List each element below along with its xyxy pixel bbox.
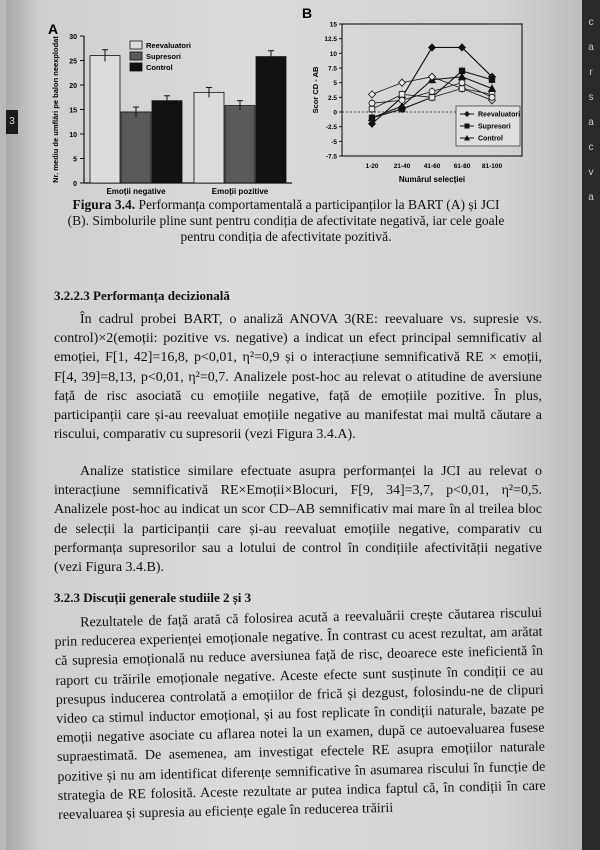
adjacent-page-letter: c (588, 17, 594, 28)
section-heading-3-2-2-3: 3.2.2.3 Performanța decizională (54, 288, 230, 303)
y-tick-label: -5 (331, 138, 337, 146)
adjacent-page-letter: v (588, 167, 594, 178)
bar (152, 101, 182, 183)
paragraph-bart: În cadrul probei BART, o analiză ANOVA 3(RE: reevaluare vs. supresie vs. control)×2(emoții: pozitive vs. negative) a indicat un efect principal semnificativ al emoției, F[1, 42]=16,8, p<0,01, η²=0,9 și o interacțiune semnificativă RE × emoții, F[4, 39]=8,13, p<0,01, η²=0,7. Analizele post-hoc au relevat o atitudine de aversiune față de risc asociată cu emoțiile negative, față de emoțiile pozitive. În plus, participanții care și-au reevaluat emoțiile negative au manifestat mai multă căutare a riscului, comparativ cu supresorii (vezi Figura 3.4.A). (54, 312, 542, 443)
adjacent-page-letter: a (588, 42, 594, 53)
paragraph-jci: Analize statistice similare efectuate asupra performanței la JCI au relevat o interacțiune semnificativă RE×Emoții×Blocuri, F[9, 34]=3,7, p<0,01, η²=0,5. Analizele post-hoc au indicat un scor CD–AB semnificativ mai mare în al treilea bloc de selecții la participanții care și-au reevaluat emoțiile negative, comparativ cu performanța supresorilor sau a lotului de control în condițiile afectivității negative (vezi Figura 3.4.B). (54, 464, 542, 576)
legend-label: Reevaluatori (478, 111, 521, 119)
caption-text: Performanța comportamentală a participanților la BART (A) și JCI (B). Simbolurile pline sunt pentru condiția de afectivitate negativă, iar cele goale pentru condiția de afectivitate pozitivă. (67, 197, 505, 244)
y-tick-label: 12.5 (324, 36, 337, 44)
y-tick-label: 15 (329, 21, 337, 29)
legend-label: Reevaluatori (146, 41, 192, 50)
y-tick-label: 5 (333, 80, 337, 88)
y-axis-title: Scor CD - AB (311, 66, 320, 114)
adjacent-page-letter: s (588, 92, 594, 103)
x-axis-title: Numărul selecției (398, 175, 466, 184)
y-tick-label: 30 (69, 34, 77, 41)
data-point (369, 91, 376, 98)
y-tick-label: -7.5 (325, 153, 337, 161)
legend-swatch (130, 63, 142, 71)
data-point (429, 44, 436, 51)
y-tick-label: -2.5 (325, 124, 337, 132)
y-tick-label: 0 (333, 109, 337, 117)
x-tick-label: 21-40 (393, 163, 411, 170)
data-point (429, 88, 435, 94)
legend-swatch (130, 52, 142, 60)
adjacent-page-letter: a (588, 192, 594, 203)
data-point (399, 79, 406, 86)
y-tick-label: 20 (69, 83, 77, 90)
section-heading-3-2-3: 3.2.3 Discuții generale studiile 2 și 3 (54, 590, 252, 605)
figure-caption (66, 197, 506, 245)
y-tick-label: 7.5 (327, 65, 337, 73)
data-point (489, 94, 495, 100)
panel-label-a: A (48, 21, 59, 37)
y-tick-label: 15 (69, 107, 77, 115)
x-category-label: Emoții negative (106, 187, 166, 196)
paragraph-discussion: Rezultatele de față arată că folosirea acută a reevaluării crește căutarea riscului prin reducerea experienței emoționale negative. În contrast cu acest rezultat, am arătat că supresia emoțională nu reduce aversiunea față de risc, deoarece este ineficientă în raport cu trăirile emoționale negative. Aceste efecte sunt susținute în condiții ce au presupus inducerea controlată a emoțiilor de frică și dezgust, folosindu-ne de clipuri video ca stimul inductor emoțional, și au fost replicate în condiții naturale, bazate pe emoții negative asociate cu aflarea notei la un examen, după ce autoevaluarea fusese supraestimată. De asemenea, am investigat efectele RE asupra emoțiilor naturale pozitive și nu am identificat diferențe semnificative în asumarea riscului în funcție de strategia de RE folosită. Aceste rezultate ar putea indica faptul că, în condiții în care reevaluarea și supresia au eficiențe egale în reducerea trăirii (54, 605, 546, 823)
y-axis-title: Nr. mediu de umflări pe balon neexplodat (51, 36, 60, 183)
data-point (399, 97, 405, 103)
data-point (369, 100, 375, 106)
data-point (459, 80, 465, 86)
legend-label: Supresori (146, 52, 182, 61)
y-tick-label: 10 (329, 50, 337, 58)
page-edge-tab: 3 (6, 110, 18, 134)
panel-a-bar-chart (51, 34, 292, 196)
bar (256, 57, 286, 183)
legend-label: Supresori (478, 123, 511, 131)
legend-label: Control (146, 63, 173, 72)
book-page (6, 0, 588, 850)
panel-b-line-chart (311, 22, 522, 185)
bar (194, 92, 224, 183)
bar (121, 112, 151, 183)
adjacent-page-letter: c (588, 142, 594, 153)
legend-swatch (130, 41, 142, 49)
adjacent-page-letter: r (589, 67, 593, 78)
panel-label-b: B (302, 5, 313, 21)
figure-3-4 (6, 0, 566, 200)
x-tick-label: 1-20 (365, 163, 379, 170)
x-tick-label: 81-100 (481, 163, 503, 170)
y-tick-label: 2.5 (327, 94, 337, 102)
y-tick-label: 5 (73, 156, 77, 164)
bar (90, 56, 120, 183)
x-tick-label: 41-60 (423, 163, 441, 170)
data-point (489, 77, 495, 83)
y-tick-label: 25 (69, 58, 77, 66)
bar (225, 106, 255, 183)
caption-label: Figura 3.4. (72, 197, 136, 212)
y-tick-label: 0 (73, 181, 77, 188)
x-category-label: Emoții pozitive (211, 187, 269, 196)
x-tick-label: 61-80 (453, 163, 471, 170)
adjacent-page-letters (582, 10, 600, 210)
adjacent-page-letter: a (588, 117, 594, 128)
legend-marker (465, 124, 470, 129)
legend-label: Control (478, 135, 503, 143)
y-tick-label: 10 (69, 132, 77, 139)
